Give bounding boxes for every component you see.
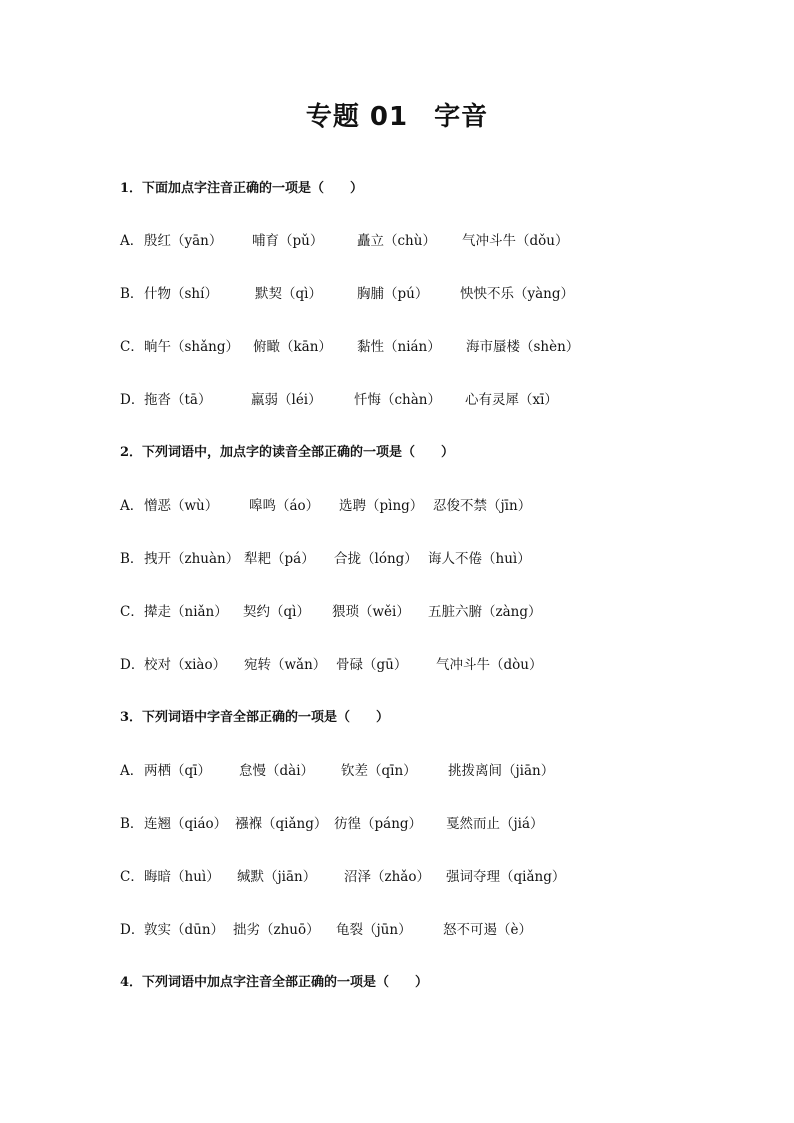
option-letter: B． [120, 286, 144, 302]
option-item: 襁褓（qiǎng） [235, 816, 328, 832]
option-item: 校对（xiào） [144, 657, 227, 673]
option-letter: C． [120, 604, 144, 620]
option-item: 撵走（niǎn） [144, 604, 228, 620]
option-item: 拙劣（zhuō） [233, 922, 320, 938]
option-item: 忏悔（chàn） [354, 392, 441, 408]
option-letter: B． [120, 551, 144, 567]
option-item: 龟裂（jūn） [336, 922, 412, 938]
option-item: 连翘（qiáo） [144, 816, 228, 832]
option-item: 敦实（dūn） [144, 922, 225, 938]
option-item: 两栖（qī） [144, 763, 211, 779]
option-item: 诲人不倦（huì） [428, 551, 531, 567]
option-item: 嗥鸣（áo） [249, 498, 320, 514]
title-part2: 字音 [434, 102, 489, 132]
option-letter: D． [120, 657, 145, 673]
option-item: 晌午（shǎng） [144, 339, 240, 355]
option-letter: C． [120, 869, 144, 885]
title-part1: 专题 01 [305, 102, 409, 132]
question-2-stem: 2．下列词语中，加点字的读音全部正确的一项是（ ） [120, 445, 455, 460]
option-item: 合拢（lóng） [334, 551, 418, 567]
option-item: 殷红（yān） [144, 233, 223, 249]
option-item: 胸脯（pú） [357, 286, 429, 302]
option-item: 骨碌（gū） [336, 657, 408, 673]
option-item: 怏怏不乐（yàng） [460, 286, 575, 302]
option-item: 契约（qì） [243, 604, 310, 620]
option-item: 强词夺理（qiǎng） [446, 869, 566, 885]
question-3-stem: 3．下列词语中字音全部正确的一项是（ ） [120, 710, 390, 725]
option-item: 彷徨（páng） [334, 816, 423, 832]
option-item: 忍俊不禁（jīn） [433, 498, 532, 514]
question-4-stem: 4．下列词语中加点字注音全部正确的一项是（ ） [120, 975, 429, 990]
option-item: 憎恶（wù） [144, 498, 219, 514]
option-item: 宛转（wǎn） [244, 657, 327, 673]
option-item: 挑拨离间（jiān） [448, 763, 555, 779]
option-item: 沼泽（zhǎo） [344, 869, 430, 885]
option-item: 钦差（qīn） [341, 763, 417, 779]
option-item: 海市蜃楼（shèn） [466, 339, 580, 355]
option-item: 拖沓（tā） [144, 392, 212, 408]
option-item: 什物（shí） [144, 286, 218, 302]
option-item: 犁耙（pá） [244, 551, 315, 567]
option-item: 黏性（nián） [357, 339, 441, 355]
option-item: 心有灵犀（xī） [465, 392, 558, 408]
option-letter: B． [120, 816, 144, 832]
option-item: 怒不可遏（è） [443, 922, 532, 938]
question-1-stem: 1．下面加点字注音正确的一项是（ ） [120, 181, 364, 196]
option-item: 晦暗（huì） [144, 869, 220, 885]
option-letter: D． [120, 922, 145, 938]
option-letter: A． [120, 498, 144, 514]
option-item: 矗立（chù） [357, 233, 436, 249]
option-letter: C． [120, 339, 144, 355]
option-item: 怠慢（dài） [239, 763, 315, 779]
option-item: 俯瞰（kān） [253, 339, 332, 355]
option-item: 拽开（zhuàn） [144, 551, 240, 567]
option-letter: A． [120, 763, 144, 779]
option-item: 羸弱（léi） [251, 392, 322, 408]
option-item: 戛然而止（jiá） [446, 816, 544, 832]
option-letter: D． [120, 392, 145, 408]
option-item: 气冲斗牛（dòu） [436, 657, 543, 673]
page-title [0, 96, 794, 133]
option-item: 气冲斗牛（dǒu） [462, 233, 569, 249]
option-item: 缄默（jiān） [237, 869, 317, 885]
option-item: 五脏六腑（zàng） [428, 604, 542, 620]
option-item: 猥琐（wěi） [332, 604, 410, 620]
option-item: 默契（qì） [255, 286, 322, 302]
option-item: 哺育（pǔ） [252, 233, 324, 249]
option-letter: A． [120, 233, 144, 249]
option-item: 选聘（pìng） [339, 498, 424, 514]
